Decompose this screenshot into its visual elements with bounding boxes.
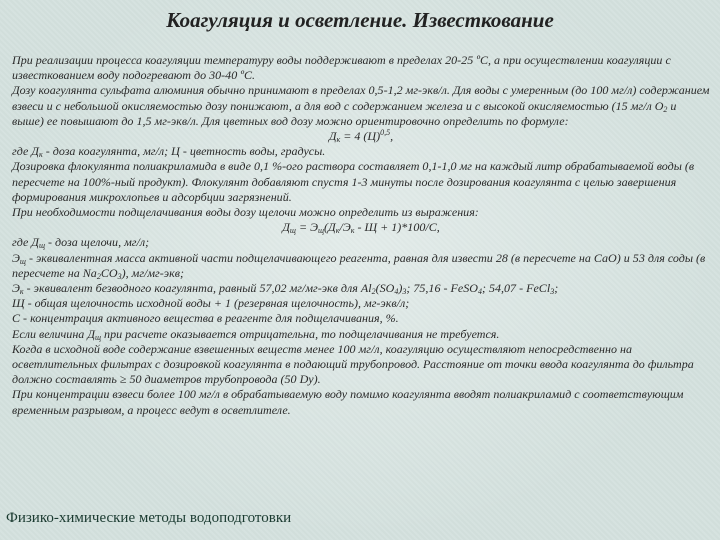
paragraph-negative-dose: Если величина $Д_щ$ при расчете оказывается отрицательна, то подщелачивания не требуется. [12,326,500,342]
paragraph-flocculant: Дозировка флокулянта полиакриламида в виде 0,1 %-ого раствора составляет 0,1-1,0 мг на каждый литр обрабатываемой воды (в пересчете на 100%-ный продукт). Флокулянт добавляют спустя 1-3 минуты после дозирования коагулянта с целью завершения формирования микрохлопьев и адсорбции загрязнений. [12,159,695,204]
formula-alkali-dose: $Д_щ = Э_щ(Д_к/Э_к - Щ + 1)*100/С$, [282,220,440,236]
paragraph-clarifier: При концентрации взвеси более 100 мг/л в обрабатываемую воду помимо коагулянта вводят полиакриламид с соответствующим временным разрывом, а процесс ведут в осветлителе. [12,387,684,417]
paragraph-temperature: При реализации процесса коагуляции температуру воды поддерживают в пределах 20-25 ºС, а при осуществлении коагуляции с известкованием воду подогревают до 30-40 ºС. [12,53,671,83]
slide-title: Коагуляция и осветление. Известкование [166,8,554,32]
paragraph-alkalization: При необходимости подщелачивания воды дозу щелочи можно определить из выражения: [12,205,479,220]
slide-footer: Физико-химические методы водоподготовки [6,510,292,526]
legend-coagulant-equivalent: $Э_к$ - эквивалент безводного коагулянта, равный 57,02 мг/мг-экв для $Al_2(SO_4)_3$; 75,16 - FeSO$_4$; 54,07 - FeCl$_3$; [12,281,559,297]
legend-alkali-equivalent: $Э_щ$ - эквивалентная масса активной части подщелачивающего реагента, равная для извести 28 (в пересчете на СаО) и 53 для соды (в пересчете на $Na_2CO_3$), мг/мг-экв; [12,250,706,281]
paragraph-filter-coagulation: Когда в исходной воде содержание взвешенных веществ менее 100 мг/л, коагуляцию осуществляют непосредственно на осветлительных фильтрах с дозировкой коагулянта в подающий трубопровод. Расстояние от точки ввода коагулянта до фильтра должно составлять ≥ 50 диаметров трубопровода (50 Dу). [12,341,694,387]
formula-coagulant-dose: $Д_к = 4$ $(Ц)^{0,5}$, [328,128,394,145]
legend-alkali-dose: где $Д_щ$ - доза щелочи, мг/л; [12,235,150,251]
slide-body [12,53,710,418]
paragraph-formula-legend: где $Д_к$ - доза коагулянта, мг/л; Ц - цветность воды, градусы. [12,144,326,160]
legend-alkalinity: Щ - общая щелочность исходной воды + 1 (резервная щелочность), мг-экв/л; [12,296,410,311]
paragraph-coagulant-dose: Дозу коагулянта сульфата алюминия обычно принимают в пределах 0,5-1,2 мг-экв/л. Для воды с умеренным (до 100 мг/л) содержанием взвеси и с небольшой окисляемостью дозу понижают, а для вод с содержанием железа и с высокой окисляемостью (15 мг/л $О_2$ и выше) ее повышают до 1,5 мг-экв/л. Для цветных вод дозу можно ориентировочно определить по формуле: [12,83,710,128]
legend-concentration: С - концентрация активного вещества в реагенте для подщелачивания, %. [12,311,399,326]
